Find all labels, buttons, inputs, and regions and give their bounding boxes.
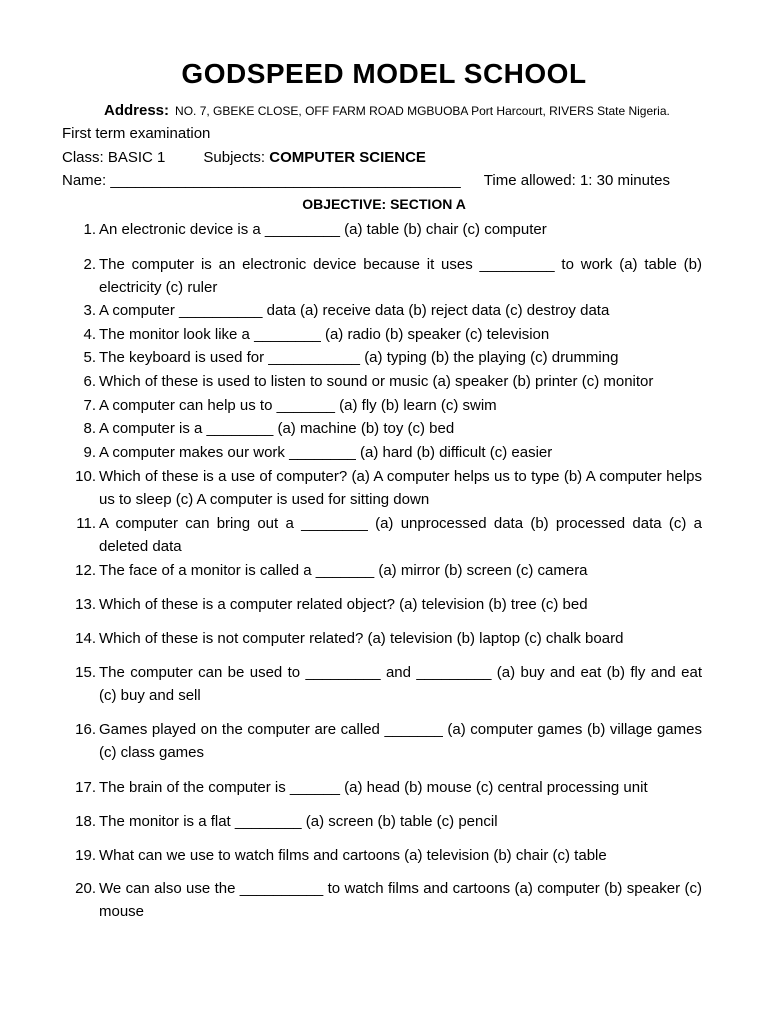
question-item: [62, 394, 702, 417]
question-number: 6.: [83, 373, 96, 390]
question-item: [62, 323, 702, 346]
question-item: [62, 346, 702, 369]
question-number: 14.: [75, 630, 96, 647]
question-text: Games played on the computer are called _______ (a) computer games (b) village games (c) class games: [99, 721, 702, 761]
question-text: A computer can bring out a ________ (a) unprocessed data (b) processed data (c) a deleted data: [99, 515, 702, 555]
question-number: 18.: [75, 813, 96, 830]
question-number: 12.: [75, 562, 96, 579]
question-text: An electronic device is a _________ (a) table (b) chair (c) computer: [99, 221, 547, 238]
question-number: 8.: [83, 420, 96, 437]
question-number: 5.: [83, 349, 96, 366]
question-number: 13.: [75, 596, 96, 613]
question-item: [62, 593, 702, 616]
question-item: [62, 844, 702, 867]
question-number: 20.: [75, 880, 96, 897]
question-item: [62, 370, 702, 393]
section-title: OBJECTIVE: SECTION A: [302, 196, 466, 212]
time-allowed: Time allowed: 1: 30 minutes: [483, 172, 670, 189]
question-number: 16.: [75, 721, 96, 738]
name-field: Name: __________________________________________: [62, 172, 461, 189]
question-item: [62, 253, 702, 299]
question-text: A computer __________ data (a) receive data (b) reject data (c) destroy data: [99, 302, 610, 319]
question-number: 17.: [75, 779, 96, 796]
question-text: The computer is an electronic device because it uses _________ to work (a) table (b) electricity (c) ruler: [99, 256, 702, 296]
question-item: [62, 810, 702, 833]
question-number: 7.: [83, 397, 96, 414]
question-text: The keyboard is used for ___________ (a) typing (b) the playing (c) drumming: [99, 349, 619, 366]
question-text: The monitor is a flat ________ (a) screen (b) table (c) pencil: [99, 813, 498, 830]
address-value: NO. 7, GBEKE CLOSE, OFF FARM ROAD MGBUOBA Port Harcourt, RIVERS State Nigeria.: [175, 104, 670, 118]
question-text: Which of these is used to listen to sound or music (a) speaker (b) printer (c) monitor: [99, 373, 654, 390]
question-text: Which of these is a computer related object? (a) television (b) tree (c) bed: [99, 596, 588, 613]
question-item: [62, 512, 702, 558]
question-text: We can also use the __________ to watch films and cartoons (a) computer (b) speaker (c) mouse: [99, 880, 702, 920]
question-item: [62, 661, 702, 707]
question-number: 10.: [75, 468, 96, 485]
question-number: 9.: [83, 444, 96, 461]
question-number: 3.: [83, 302, 96, 319]
question-text: A computer is a ________ (a) machine (b) toy (c) bed: [99, 420, 455, 437]
question-text: What can we use to watch films and cartoons (a) television (b) chair (c) table: [99, 847, 607, 864]
question-number: 4.: [83, 326, 96, 343]
question-text: Which of these is a use of computer? (a) A computer helps us to type (b) A computer helps us to sleep (c) A computer is used for sitting down: [99, 468, 702, 508]
question-text: The monitor look like a ________ (a) radio (b) speaker (c) television: [99, 326, 550, 343]
question-text: Which of these is not computer related? (a) television (b) laptop (c) chalk board: [99, 630, 624, 647]
school-name: GODSPEED MODEL SCHOOL: [181, 58, 587, 89]
question-number: 15.: [75, 664, 96, 681]
question-item: [62, 465, 702, 511]
question-text: The computer can be used to _________ and _________ (a) buy and eat (b) fly and eat (c) buy and sell: [99, 664, 702, 704]
question-number: 19.: [75, 847, 96, 864]
question-item: [62, 441, 702, 464]
question-text: A computer can help us to _______ (a) fly (b) learn (c) swim: [99, 397, 497, 414]
subjects-value: COMPUTER SCIENCE: [269, 149, 426, 166]
question-text: A computer makes our work ________ (a) hard (b) difficult (c) easier: [99, 444, 553, 461]
question-item: [62, 627, 702, 650]
question-number: 1.: [83, 221, 96, 238]
question-text: The brain of the computer is ______ (a) head (b) mouse (c) central processing unit: [99, 779, 648, 796]
question-item: [62, 299, 702, 322]
question-item: [62, 877, 702, 923]
question-item: [62, 559, 702, 582]
question-item: [62, 776, 702, 799]
question-text: The face of a monitor is called a _______ (a) mirror (b) screen (c) camera: [99, 562, 588, 579]
exam-title: First term examination: [62, 125, 211, 142]
address-label: Address:: [104, 102, 170, 119]
question-item: [62, 218, 702, 241]
question-item: [62, 718, 702, 764]
class-label: Class: BASIC 1: [62, 149, 166, 166]
question-number: 11.: [76, 515, 96, 532]
subjects-label: Subjects:: [203, 149, 266, 166]
question-number: 2.: [83, 256, 96, 273]
question-item: [62, 417, 702, 440]
